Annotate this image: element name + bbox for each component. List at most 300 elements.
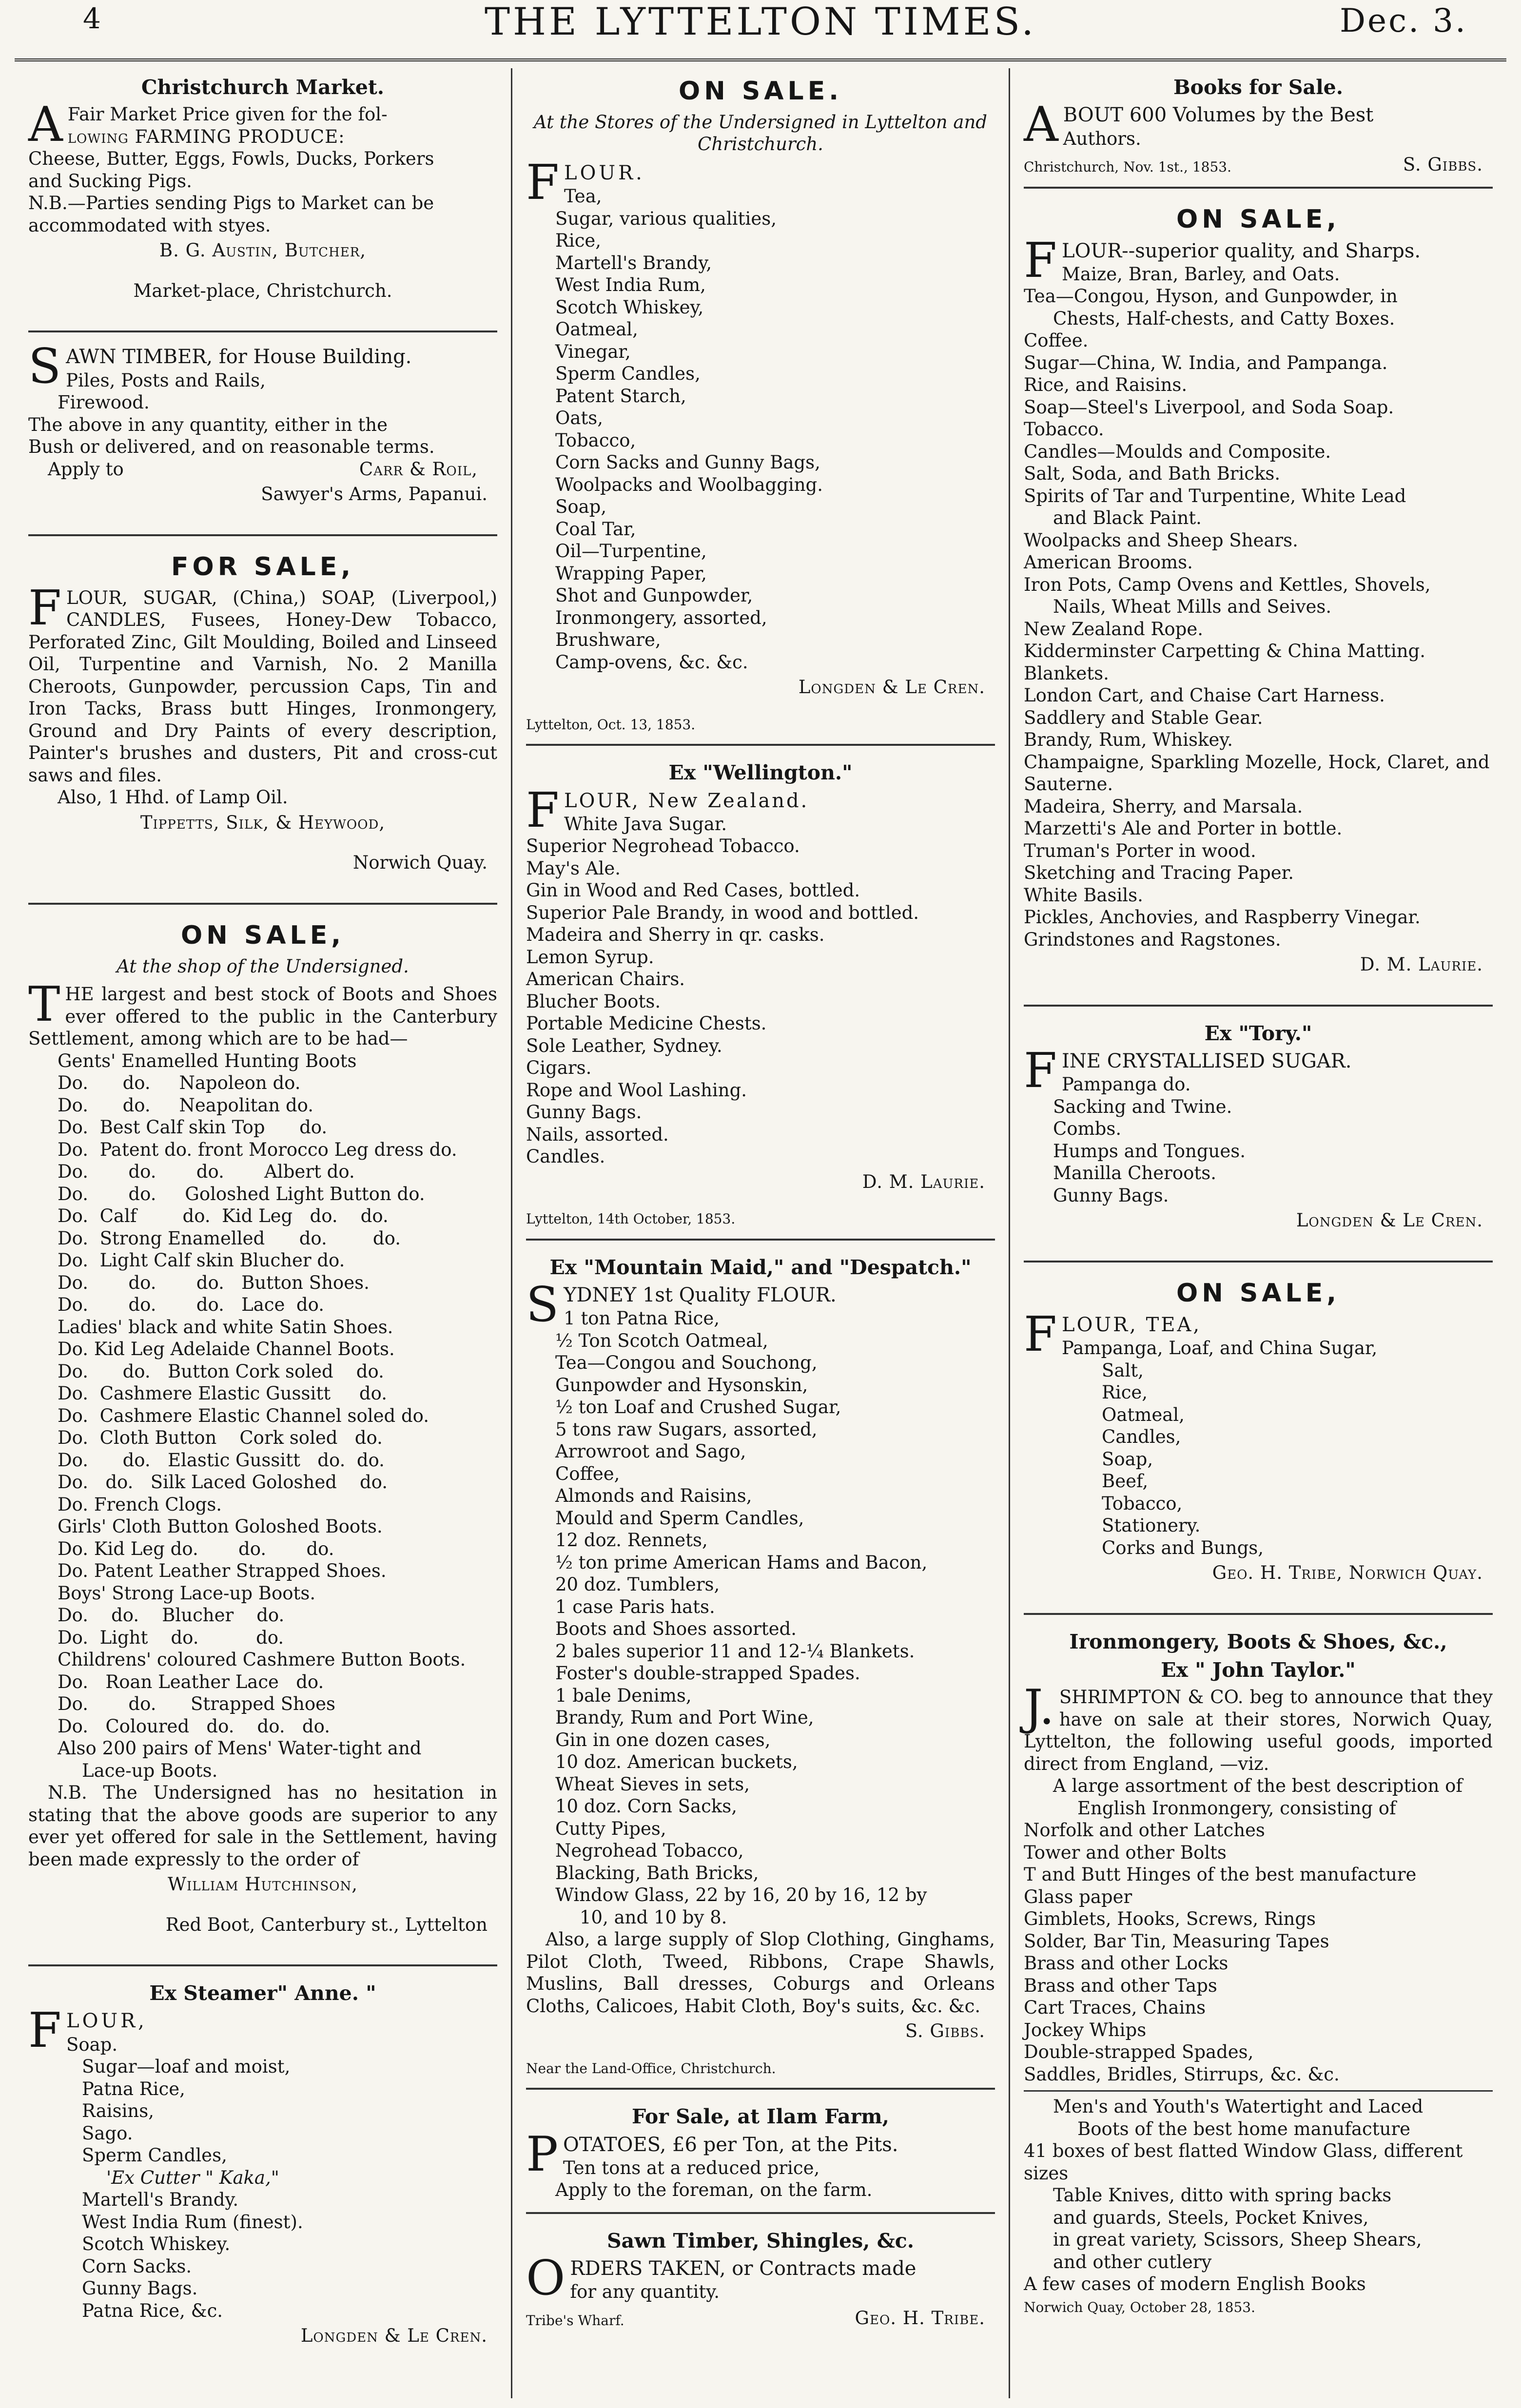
masthead — [15, 0, 1506, 61]
lead-item: LOUR--superior quality, and Sharps. — [1062, 239, 1421, 262]
list-item: Do. Cloth Button Cork soled do. — [58, 1427, 383, 1449]
ad-ex-mountain-maid — [526, 1248, 995, 2090]
ad-address: Near the Land-Office, Christchurch. — [526, 2060, 776, 2077]
list-item: Blucher Boots. — [526, 990, 661, 1012]
list-item: Brass and other Taps — [1024, 1975, 1217, 1996]
list-item: Do. Calf do. Kid Leg do. do. — [58, 1205, 389, 1227]
list-item: American Chairs. — [526, 969, 685, 990]
list-item: Sugar, various qualities, — [555, 208, 777, 229]
list-item: Superior Negrohead Tobacco. — [526, 835, 800, 857]
list-item: Gin in one dozen cases, — [555, 1729, 771, 1750]
advertiser-name: Geo. H. Tribe, Norwich Quay. — [1212, 1562, 1483, 1583]
ad-title: FOR SALE, — [171, 552, 354, 582]
list-item: Saddles, Bridles, Stirrups, &c. &c. — [1024, 2063, 1340, 2085]
list-item: Do. Kid Leg do. do. do. — [58, 1538, 334, 1559]
item-list — [1024, 1096, 1493, 1207]
text-line: Fair Market Price given for the fol- — [67, 104, 388, 125]
ad-footer — [526, 2307, 995, 2330]
list-item: A large assortment of the best description of — [1053, 1775, 1463, 1797]
columns — [15, 68, 1506, 2398]
list-item: Tea—Congou, Hyson, and Gunpowder, in — [1024, 286, 1398, 307]
ad-title: ON SALE, — [1176, 1278, 1340, 1308]
list-item: Wrapping Paper, — [555, 563, 707, 584]
list-item: Lace-up Boots. — [82, 1760, 218, 1781]
list-item: Oats, — [555, 408, 604, 429]
list-item: Madeira and Sherry in qr. casks. — [526, 924, 825, 946]
list-item: Candles. — [526, 1146, 605, 1167]
ad-title: Ex "Mountain Maid," and "Despatch." — [549, 1255, 972, 1279]
list-item: Madeira, Sherry, and Marsala. — [1024, 796, 1303, 817]
list-item: Nails, Wheat Mills and Seives. — [1053, 596, 1332, 618]
list-item: Champaigne, Sparkling Mozelle, Hock, Claret, and Sauterne. — [1024, 751, 1490, 795]
item-list — [1024, 285, 1493, 951]
list-item: Do. Best Calf skin Top do. — [58, 1117, 328, 1138]
text-line: Ten tons at a reduced price, — [563, 2157, 820, 2178]
list-item: Brandy, Rum and Port Wine, — [555, 1707, 814, 1728]
list-item: Childrens' coloured Cashmere Button Boots. — [58, 1649, 466, 1670]
issue-date: Dec. 3. — [1340, 2, 1467, 39]
list-item: 41 boxes of best flatted Window Glass, different sizes — [1024, 2140, 1463, 2184]
list-item: Mould and Sperm Candles, — [555, 1507, 804, 1529]
ad-for-sale-tippetts — [28, 544, 497, 905]
ad-ilam-farm — [526, 2097, 995, 2214]
list-item: White Java Sugar. — [564, 813, 727, 835]
list-item: Blacking, Bath Bricks, — [555, 1862, 759, 1884]
list-item: Coffee. — [1024, 330, 1089, 351]
advertiser-address: Sawyer's Arms, Papanui. — [261, 484, 488, 505]
item-list — [28, 1050, 497, 1782]
list-item: Lemon Syrup. — [526, 946, 654, 968]
item-list — [1024, 1359, 1493, 1559]
list-item: Gunpowder and Hysonskin, — [555, 1374, 808, 1396]
advertiser-name: S. Gibbs. — [1403, 154, 1483, 175]
list-item: 1 case Paris hats. — [555, 1596, 715, 1617]
advertiser-address: Market-place, Christchurch. — [133, 280, 392, 301]
list-item: Boots of the best home manufacture — [1077, 2118, 1411, 2139]
list-item: Kidderminster Carpetting & China Matting. — [1024, 641, 1425, 662]
ad-title: Ex Steamer" Anne. " — [149, 1981, 376, 2005]
ad-intro: HE largest and best stock of Boots and Shoes ever offered to the public in the Canterbury Settlement, among which are to be had— — [28, 984, 497, 1049]
column-right — [1010, 68, 1506, 2398]
list-item: Gunny Bags. — [82, 2278, 198, 2299]
text-line: The above in any quantity, either in the — [28, 414, 388, 435]
lead-item: RDERS TAKEN, or Contracts made — [570, 2257, 916, 2280]
list-item: A few cases of modern English Books — [1024, 2273, 1366, 2295]
text-line: Firewood. — [58, 392, 150, 413]
text-line: lowing FARMING PRODUCE: — [67, 126, 345, 147]
drop-cap: S — [526, 1277, 559, 1333]
item-list — [526, 835, 995, 1168]
list-item: Martell's Brandy. — [82, 2189, 239, 2211]
ad-date: Norwich Quay, October 28, 1853. — [1024, 2299, 1255, 2315]
advertiser-name: S. Gibbs. — [905, 2020, 985, 2042]
list-item: 10 doz. Corn Sacks, — [555, 1796, 737, 1817]
drop-cap: A — [1024, 97, 1058, 153]
item-list — [28, 2056, 497, 2322]
drop-cap: F — [526, 782, 559, 838]
text-line: Also, 1 Hhd. of Lamp Oil. — [58, 787, 288, 808]
advertiser-name: B. G. Austin, Butcher, — [159, 240, 367, 261]
list-item: Do. do. Napoleon do. — [58, 1072, 301, 1094]
list-item: Also 200 pairs of Mens' Water-tight and — [58, 1738, 422, 1759]
ad-footer — [1024, 154, 1493, 176]
ad-date: Christchurch, Nov. 1st., 1853. — [1024, 159, 1232, 175]
list-item: Woolpacks and Sheep Shears. — [1024, 529, 1298, 551]
list-item: Maize, Bran, Barley, and Oats. — [1062, 263, 1340, 285]
list-item: Glass paper — [1024, 1886, 1132, 1907]
ad-title: Christchurch Market. — [141, 76, 385, 99]
list-item: Do. Patent Leather Strapped Shoes. — [58, 1560, 387, 1582]
list-item: Pickles, Anchovies, and Raspberry Vinegar. — [1024, 907, 1421, 928]
list-item: Corks and Bungs, — [1102, 1537, 1264, 1558]
list-item: Do. do. Button Cork soled do. — [58, 1360, 384, 1382]
list-item: Ladies' black and white Satin Shoes. — [58, 1316, 393, 1338]
list-item: in great variety, Scissors, Sheep Shears, — [1053, 2229, 1422, 2251]
list-item: Salt, Soda, and Bath Bricks. — [1024, 463, 1281, 485]
list-item: Shot and Gunpowder, — [555, 585, 753, 606]
list-item: 1 ton Patna Rice, — [564, 1308, 720, 1329]
list-item: and Black Paint. — [1053, 507, 1202, 529]
list-item: Almonds and Raisins, — [555, 1485, 752, 1507]
list-item: English Ironmongery, consisting of — [1077, 1797, 1396, 1819]
ad-subtitle: Ex " John Taylor." — [1161, 1658, 1356, 1682]
text-line: accommodated with styes. — [28, 214, 271, 236]
ad-shrimpton-ironmongery — [1024, 1623, 1493, 2327]
list-item: Tobacco. — [1024, 419, 1104, 440]
list-item: and other cutlery — [1053, 2251, 1212, 2272]
list-item: Patna Rice, &c. — [82, 2300, 223, 2321]
advertiser-name: D. M. Laurie. — [862, 1171, 985, 1192]
list-item: Sugar—loaf and moist, — [82, 2056, 291, 2078]
text-line: AWN TIMBER, for House Building. — [66, 346, 412, 369]
list-item: West India Rum (finest). — [82, 2211, 303, 2233]
list-item: 10 doz. American buckets, — [555, 1751, 798, 1773]
list-item: Do. do. Goloshed Light Button do. — [58, 1183, 425, 1204]
drop-cap: T — [28, 977, 60, 1033]
list-item: Do. Cashmere Elastic Gussitt do. — [58, 1383, 387, 1404]
list-item: Brandy, Rum, Whiskey. — [1024, 729, 1233, 751]
list-item: Salt, — [1102, 1359, 1144, 1381]
ad-ex-tory — [1024, 1014, 1493, 1262]
text-line: and Sucking Pigs. — [28, 170, 192, 192]
list-item: Chests, Half-chests, and Catty Boxes. — [1053, 308, 1395, 329]
list-item: Gents' Enamelled Hunting Boots — [58, 1050, 357, 1071]
list-item: Boots and Shoes assorted. — [555, 1618, 797, 1640]
ad-title: ON SALE, — [1176, 204, 1340, 234]
list-item: Marzetti's Ale and Porter in bottle. — [1024, 818, 1343, 839]
text-line: for any quantity. — [570, 2281, 720, 2303]
list-item: Brass and other Locks — [1024, 1953, 1228, 1974]
list-item: Oatmeal, — [1102, 1404, 1185, 1425]
text-line: Apply to the foreman, on the farm. — [555, 2179, 873, 2201]
ad-title: Ironmongery, Boots & Shoes, &c., — [1069, 1630, 1447, 1653]
ad-on-sale-laurie — [1024, 196, 1493, 1007]
list-item: Oatmeal, — [555, 319, 638, 340]
list-item: Ironmongery, assorted, — [555, 607, 767, 628]
list-item: Men's and Youth's Watertight and Laced — [1053, 2096, 1424, 2117]
item-list — [526, 208, 995, 674]
advertiser-address: Red Boot, Canterbury st., Lyttelton — [165, 1914, 488, 1935]
ad-body: LOUR, SUGAR, (China,) SOAP, (Liverpool,) CANDLES, Fusees, Honey-Dew Tobacco, Perforated Zinc, Gilt Moulding, Boiled and Linseed Oil, Turpentine and Varnish, No. 2 Manilla Cheroots, Gunpowder, percussion Caps, Tin and Iron Tacks, Brass butt Hinges, Ironmongery, Ground and Dry Paints of every description, Painter's brushes and dusters, Pit and cross-cut saws and files. — [28, 587, 497, 786]
list-item: Gin in Wood and Red Cases, bottled. — [526, 880, 860, 901]
list-item: Martell's Brandy, — [555, 252, 712, 273]
list-item: Do. Cashmere Elastic Channel soled do. — [58, 1405, 429, 1426]
list-item: Brushware, — [555, 629, 661, 651]
drop-cap: F — [1024, 1306, 1057, 1362]
list-item: 12 doz. Rennets, — [555, 1530, 708, 1551]
list-item: Pampanga, Loaf, and China Sugar, — [1062, 1338, 1378, 1359]
list-item: White Basils. — [1024, 884, 1143, 906]
list-item: Soap. — [66, 2034, 118, 2055]
list-item: West India Rum, — [555, 274, 706, 296]
list-item: Cart Traces, Chains — [1024, 1997, 1206, 2019]
list-item: Coal Tar, — [555, 518, 636, 540]
list-item: Do. Light Calf skin Blucher do. — [58, 1250, 345, 1271]
list-item: Do. Patent do. front Morocco Leg dress do. — [58, 1139, 457, 1160]
list-item: Rice, — [1102, 1382, 1148, 1403]
lead-item: YDNEY 1st Quality FLOUR. — [564, 1284, 837, 1307]
lead-item: LOUR. — [564, 161, 645, 184]
list-item: Sacking and Twine. — [1053, 1096, 1232, 1117]
list-item: Woolpacks and Woolbagging. — [555, 474, 823, 495]
list-item: Do. do. Neapolitan do. — [58, 1094, 314, 1116]
list-item: and guards, Steels, Pocket Knives, — [1053, 2207, 1369, 2228]
list-item: T and Butt Hinges of the best manufacture — [1024, 1864, 1417, 1885]
text-line: Bush or delivered, and on reasonable terms. — [28, 436, 435, 458]
list-item: Candles, — [1102, 1426, 1181, 1447]
list-item: Solder, Bar Tin, Measuring Tapes — [1024, 1930, 1329, 1952]
ad-on-sale-stores — [526, 68, 995, 746]
list-item: American Brooms. — [1024, 552, 1193, 573]
ad-body — [28, 97, 497, 236]
list-item: Tobacco, — [1102, 1493, 1183, 1514]
list-item: Pampanga do. — [1062, 1074, 1191, 1095]
list-item: Do. Coloured do. do. do. — [58, 1715, 330, 1737]
list-item: Coffee, — [555, 1463, 620, 1484]
list-item: Rice, — [555, 230, 602, 252]
ad-ex-wellington — [526, 754, 995, 1241]
advertiser-name: D. M. Laurie. — [1360, 954, 1483, 975]
list-item: Double-strapped Spades, — [1024, 2041, 1254, 2063]
list-item: Scotch Whiskey. — [82, 2233, 231, 2255]
list-item: Soap, — [555, 496, 607, 518]
drop-cap: J. — [1024, 1680, 1054, 1736]
list-item: Gunny Bags. — [526, 1102, 642, 1123]
list-item: Stationery. — [1102, 1515, 1201, 1536]
list-item: Corn Sacks and Gunny Bags, — [555, 452, 820, 473]
list-item: 'Ex Cutter " Kaka," — [106, 2167, 279, 2188]
apply-to: Apply to — [48, 458, 124, 480]
list-item: Table Knives, ditto with spring backs — [1053, 2185, 1392, 2206]
list-item: Do. French Clogs. — [58, 1494, 222, 1515]
list-item: Gunny Bags. — [1053, 1185, 1169, 1206]
drop-cap: F — [526, 155, 559, 211]
ad-title: Sawn Timber, Shingles, &c. — [607, 2229, 914, 2253]
ad-boots-shoes — [28, 913, 497, 1966]
ad-title: Ex "Tory." — [1204, 1021, 1312, 1045]
ad-title: Books for Sale. — [1173, 76, 1344, 99]
list-item: Spirits of Tar and Turpentine, White Lead — [1024, 485, 1406, 506]
ad-date: Lyttelton, Oct. 13, 1853. — [526, 716, 696, 733]
list-item: Cigars. — [526, 1057, 592, 1079]
list-item: Rice, and Raisins. — [1024, 374, 1188, 396]
list-item: Camp-ovens, &c. &c. — [555, 651, 748, 673]
drop-cap: S — [28, 339, 61, 395]
list-item: Oil—Turpentine, — [555, 541, 707, 562]
list-item: Portable Medicine Chests. — [526, 1013, 767, 1034]
ad-christchurch-market — [28, 68, 497, 332]
advertiser-name: Carr & Roil, — [359, 458, 478, 480]
advertiser-name: Longden & Le Cren. — [798, 677, 985, 698]
list-item: Patent Starch, — [555, 385, 686, 407]
list-item: Sperm Candles, — [555, 363, 701, 385]
ad-ex-steamer-anne — [28, 1974, 497, 2376]
ad-date: Lyttelton, 14th October, 1853. — [526, 1211, 736, 1227]
list-item: Nails, assorted. — [526, 1124, 669, 1145]
list-item: Humps and Tongues. — [1053, 1140, 1246, 1162]
list-item: Tobacco, — [555, 429, 636, 451]
list-item: 2 bales superior 11 and 12-¼ Blankets. — [555, 1640, 915, 1662]
list-item: Do. do. do. Albert do. — [58, 1161, 355, 1183]
list-item: Gimblets, Hooks, Screws, Rings — [1024, 1908, 1316, 1930]
list-item: Negrohead Tobacco, — [555, 1840, 744, 1862]
list-item: Sketching and Tracing Paper. — [1024, 862, 1294, 884]
advertiser-name: Geo. H. Tribe. — [855, 2307, 985, 2329]
list-item: Tea—Congou and Souchong, — [555, 1352, 818, 1374]
ad-sawn-timber — [28, 340, 497, 536]
ad-intro: SHRIMPTON & CO. beg to announce that they have on sale at their stores, Norwich Quay, Lyttelton, the following useful goods, imported direct from England, —viz. — [1024, 1687, 1493, 1774]
column-middle — [511, 68, 1010, 2398]
ad-books-for-sale — [1024, 68, 1493, 189]
list-item: Do. do. Silk Laced Goloshed do. — [58, 1472, 388, 1493]
ad-subtitle: At the Stores of the Undersigned in Lyttelton and Christchurch. — [534, 111, 987, 155]
list-item: Sago. — [82, 2122, 133, 2144]
lead-item: BOUT 600 Volumes by the Best — [1063, 104, 1374, 127]
text-line: Cheese, Butter, Eggs, Fowls, Ducks, Porkers — [28, 148, 434, 170]
list-item: 5 tons raw Sugars, assorted, — [555, 1418, 818, 1440]
list-item: Sole Leather, Sydney. — [526, 1035, 722, 1056]
list-item: Raisins, — [82, 2100, 154, 2122]
text-line: N.B.—Parties sending Pigs to Market can be — [28, 193, 434, 214]
lead-item: LOUR, New Zealand. — [564, 789, 809, 812]
ad-title: For Sale, at Ilam Farm, — [632, 2105, 889, 2129]
list-item: 20 doz. Tumblers, — [555, 1574, 720, 1595]
item-list — [1024, 1775, 1493, 2085]
list-item: Do. Roan Leather Lace do. — [58, 1671, 324, 1692]
list-item: May's Ale. — [526, 857, 621, 879]
ad-address: Tribe's Wharf. — [526, 2312, 624, 2329]
list-item: Tea, — [564, 186, 602, 207]
list-item: Iron Pots, Camp Ovens and Kettles, Shovels, — [1024, 574, 1431, 595]
list-item: Soap, — [1102, 1448, 1153, 1470]
ad-sawn-timber-shingles — [526, 2222, 995, 2340]
list-item: Rope and Wool Lashing. — [526, 1079, 747, 1101]
text-line: Authors. — [1063, 128, 1141, 149]
list-item: Superior Pale Brandy, in wood and bottled. — [526, 902, 919, 923]
list-item: Do. Light do. do. — [58, 1627, 284, 1648]
list-item: Sugar—China, W. India, and Pampanga. — [1024, 352, 1388, 373]
column-left — [15, 68, 511, 2398]
list-item: Blankets. — [1024, 662, 1109, 684]
ad-title: ON SALE, — [181, 920, 345, 950]
lead-item: OTATOES, £6 per Ton, at the Pits. — [563, 2133, 898, 2156]
list-item: Corn Sacks. — [82, 2255, 192, 2277]
lead-item: LOUR, TEA, — [1062, 1313, 1202, 1336]
list-item: ½ ton prime American Hams and Bacon, — [555, 1552, 928, 1573]
list-item: 10, and 10 by 8. — [580, 1906, 727, 1928]
list-item: Patna Rice, — [82, 2078, 185, 2099]
ad-note: Also, a large supply of Slop Clothing, Ginghams, Pilot Cloth, Tweed, Ribbons, Crape Shawls, Muslins, Ball dresses, Coburgs and Orleans Cloths, Calicoes, Habit Cloth, Boy's suits, &c. &c. — [526, 1929, 995, 2017]
advertiser-address: Norwich Quay. — [352, 852, 488, 874]
advertiser-name: Longden & Le Cren. — [300, 2325, 488, 2347]
list-item: Combs. — [1053, 1118, 1122, 1140]
list-item: ½ ton Loaf and Crushed Sugar, — [555, 1397, 841, 1418]
item-list-2 — [1024, 2090, 1493, 2295]
list-item: 1 bale Denims, — [555, 1685, 692, 1706]
list-item: Truman's Porter in wood. — [1024, 840, 1256, 861]
drop-cap: F — [28, 2003, 61, 2059]
ad-title: ON SALE. — [679, 77, 842, 106]
list-item: Scotch Whiskey, — [555, 296, 704, 318]
list-item: Norfolk and other Latches — [1024, 1820, 1265, 1841]
list-item: London Cart, and Chaise Cart Harness. — [1024, 685, 1385, 706]
list-item: Arrowroot and Sago, — [555, 1441, 746, 1462]
list-item: Boys' Strong Lace-up Boots. — [58, 1582, 316, 1604]
list-item: Wheat Sieves in sets, — [555, 1773, 750, 1795]
text-line: Piles, Posts and Rails, — [66, 369, 266, 391]
drop-cap: F — [1024, 233, 1057, 289]
list-item: Do. do. do. Button Shoes. — [58, 1272, 370, 1293]
list-item: Candles—Moulds and Composite. — [1024, 441, 1331, 462]
advertiser-name: Longden & Le Cren. — [1296, 1210, 1483, 1231]
drop-cap: F — [28, 580, 61, 636]
list-item: Do. do. Elastic Gussitt do. do. — [58, 1449, 385, 1471]
list-item: Saddlery and Stable Gear. — [1024, 707, 1263, 728]
list-item: Vinegar, — [555, 341, 631, 362]
drop-cap: O — [526, 2251, 566, 2307]
advertiser-name: Tippetts, Silk, & Heywood, — [140, 812, 386, 833]
list-item: Manilla Cheroots. — [1053, 1163, 1216, 1184]
ad-on-sale-tribe — [1024, 1270, 1493, 1615]
ad-subtitle: At the shop of the Undersigned. — [117, 955, 409, 977]
lead-item: INE CRYSTALLISED SUGAR. — [1062, 1050, 1352, 1073]
list-item: Window Glass, 22 by 16, 20 by 16, 12 by — [555, 1884, 927, 1906]
list-item: Do. do. Blucher do. — [58, 1605, 285, 1626]
advertiser-name: William Hutchinson, — [167, 1874, 358, 1895]
list-item: Sperm Candles, — [82, 2145, 227, 2166]
list-item: Foster's double-strapped Spades. — [555, 1663, 860, 1684]
newspaper-title: THE LYTTELTON TIMES. — [484, 0, 1037, 44]
list-item: Girls' Cloth Button Goloshed Boots. — [58, 1516, 383, 1537]
list-item: Do. do. do. Lace do. — [58, 1294, 324, 1316]
drop-cap: F — [1024, 1043, 1057, 1099]
list-item: Soap—Steel's Liverpool, and Soda Soap. — [1024, 396, 1394, 418]
list-item: Do. Kid Leg Adelaide Channel Boots. — [58, 1339, 395, 1360]
drop-cap: P — [526, 2126, 558, 2182]
item-list — [526, 1330, 995, 1929]
ad-note: N.B. The Undersigned has no hesitation in stating that the above goods are superior to any ever yet offered for sale in the Settlement, having been made expressly to the order of — [28, 1782, 497, 1870]
list-item: New Zealand Rope. — [1024, 618, 1204, 640]
list-item: Cutty Pipes, — [555, 1818, 666, 1839]
list-item: Tower and other Bolts — [1024, 1842, 1227, 1863]
list-item: ½ Ton Scotch Oatmeal, — [555, 1330, 768, 1351]
list-item: Do. Strong Enamelled do. do. — [58, 1227, 401, 1249]
list-item: Do. do. Strapped Shoes — [58, 1693, 336, 1715]
lead-item: LOUR, — [66, 2010, 147, 2033]
list-item: Beef, — [1102, 1471, 1149, 1492]
page-number: 4 — [83, 2, 101, 35]
list-item: Jockey Whips — [1024, 2019, 1147, 2040]
